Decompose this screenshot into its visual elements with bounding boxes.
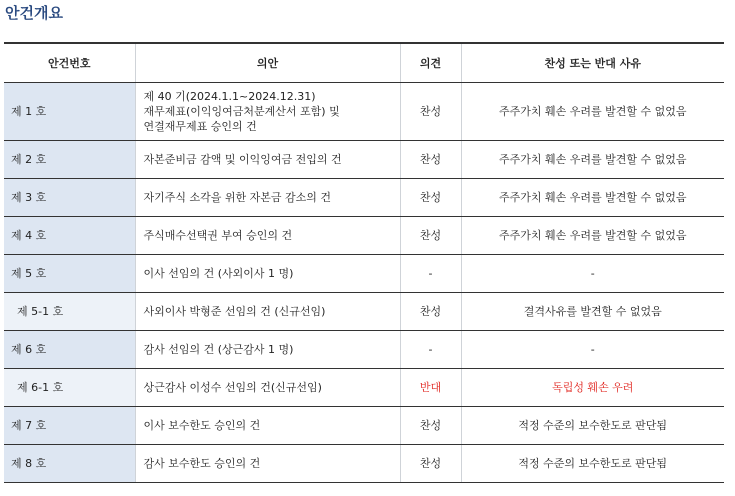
agenda-number: 제 6-1 호 (4, 368, 135, 406)
agenda-number: 제 3 호 (4, 178, 135, 216)
header-agenda-number: 안건번호 (4, 43, 135, 82)
table-row (4, 292, 724, 330)
table-row (4, 82, 724, 140)
agenda-title: 사외이사 박형준 선임의 건 (신규선임) (135, 292, 400, 330)
table-row (4, 216, 724, 254)
agenda-table (4, 42, 724, 483)
agenda-title: 제 40 기(2024.1.1~2024.12.31) 재무제표(이익잉여금처분계산서 포함) 및 연결재무제표 승인의 건 (135, 82, 400, 140)
opinion: 찬성 (400, 140, 461, 178)
agenda-number: 제 7 호 (4, 406, 135, 444)
reason: 결격사유를 발견할 수 없었음 (461, 292, 724, 330)
opinion: 찬성 (400, 178, 461, 216)
agenda-title: 감사 보수한도 승인의 건 (135, 444, 400, 482)
table-row (4, 178, 724, 216)
agenda-title: 자본준비금 감액 및 이익잉여금 전입의 건 (135, 140, 400, 178)
opinion: 찬성 (400, 444, 461, 482)
opinion: 찬성 (400, 216, 461, 254)
reason: 적정 수준의 보수한도로 판단됨 (461, 444, 724, 482)
reason: 적정 수준의 보수한도로 판단됨 (461, 406, 724, 444)
agenda-title: 이사 보수한도 승인의 건 (135, 406, 400, 444)
agenda-title: 자기주식 소각을 위한 자본금 감소의 건 (135, 178, 400, 216)
agenda-title: 감사 선임의 건 (상근감사 1 명) (135, 330, 400, 368)
header-opinion: 의견 (400, 43, 461, 82)
reason-oppose: 독립성 훼손 우려 (461, 368, 724, 406)
agenda-title: 상근감사 이성수 선임의 건(신규선임) (135, 368, 400, 406)
reason: - (461, 254, 724, 292)
table-row (4, 444, 724, 482)
agenda-number: 제 4 호 (4, 216, 135, 254)
agenda-number: 제 5-1 호 (4, 292, 135, 330)
agenda-number: 제 5 호 (4, 254, 135, 292)
table-row (4, 254, 724, 292)
agenda-number: 제 6 호 (4, 330, 135, 368)
header-reason: 찬성 또는 반대 사유 (461, 43, 724, 82)
agenda-number: 제 1 호 (4, 82, 135, 140)
table-row (4, 330, 724, 368)
reason: 주주가치 훼손 우려를 발견할 수 없었음 (461, 140, 724, 178)
agenda-title: 주식매수선택권 부여 승인의 건 (135, 216, 400, 254)
opinion: 찬성 (400, 406, 461, 444)
agenda-number: 제 8 호 (4, 444, 135, 482)
reason: - (461, 330, 724, 368)
opinion: 찬성 (400, 292, 461, 330)
table-row (4, 140, 724, 178)
table-row (4, 406, 724, 444)
header-agenda: 의안 (135, 43, 400, 82)
opinion-oppose: 반대 (400, 368, 461, 406)
section-title: 안건개요 (5, 4, 63, 22)
table-header-row (4, 43, 724, 82)
reason: 주주가치 훼손 우려를 발견할 수 없었음 (461, 178, 724, 216)
agenda-number: 제 2 호 (4, 140, 135, 178)
opinion: 찬성 (400, 82, 461, 140)
agenda-title: 이사 선임의 건 (사외이사 1 명) (135, 254, 400, 292)
reason: 주주가치 훼손 우려를 발견할 수 없었음 (461, 216, 724, 254)
reason: 주주가치 훼손 우려를 발견할 수 없었음 (461, 82, 724, 140)
opinion: - (400, 254, 461, 292)
table-row (4, 368, 724, 406)
opinion: - (400, 330, 461, 368)
